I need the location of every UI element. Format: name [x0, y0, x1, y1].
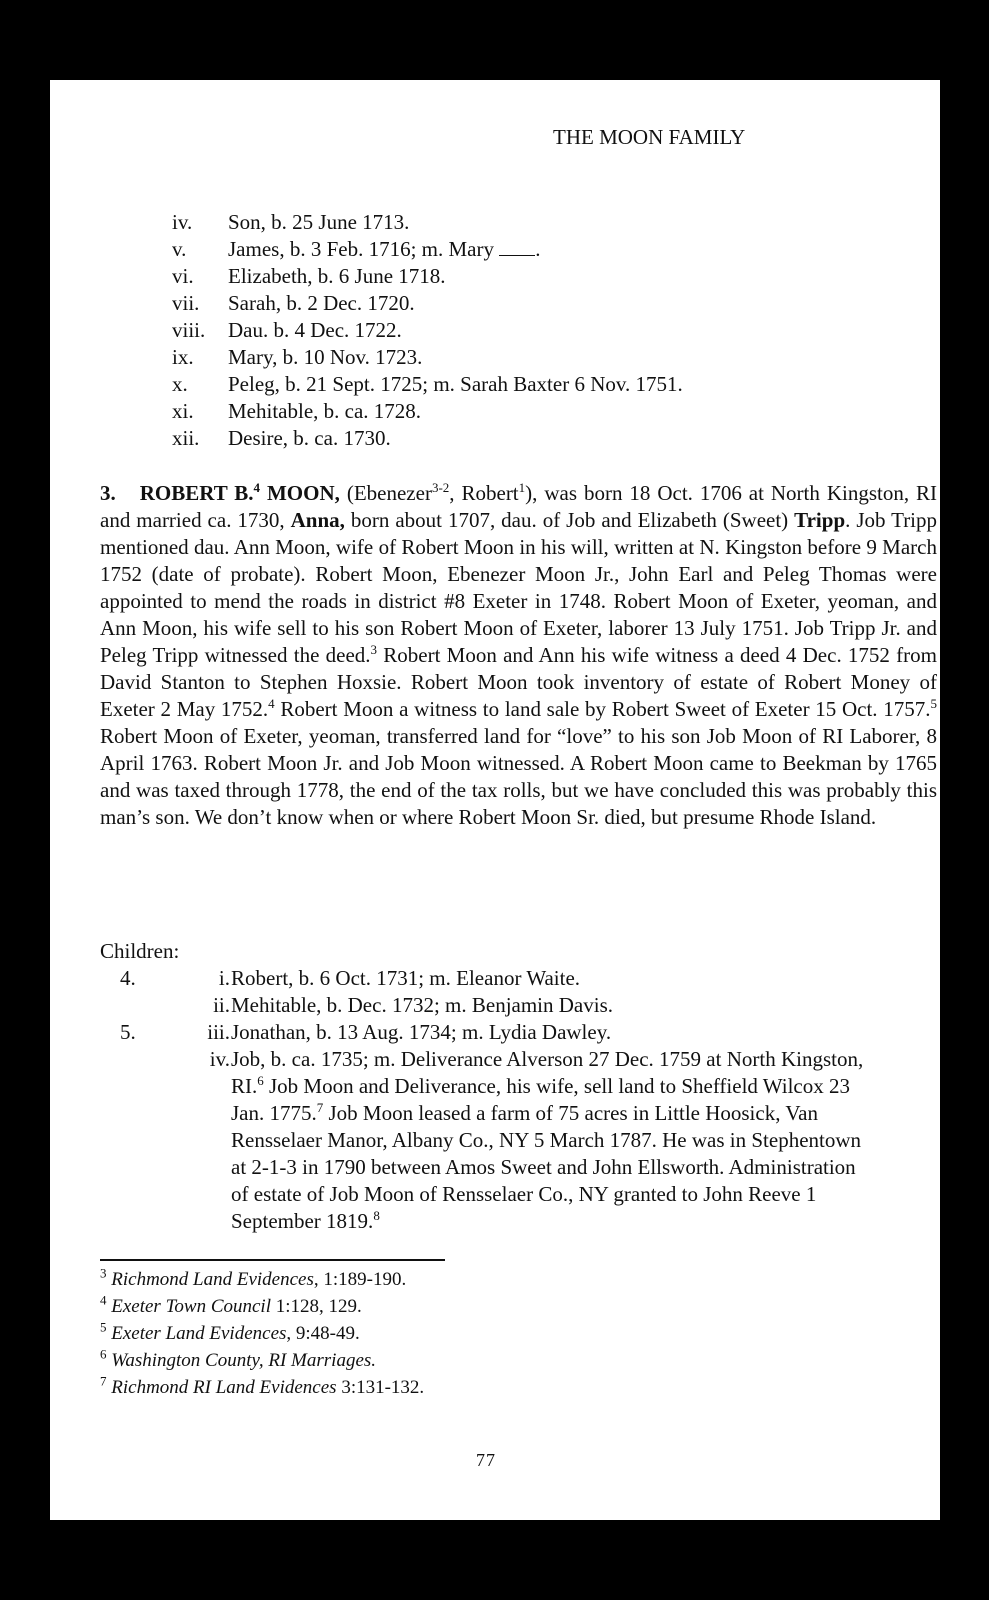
- list-item: viii. Dau. b. 4 Dec. 1722.: [172, 318, 402, 342]
- list-item: v. James, b. 3 Feb. 1716; m. Mary .: [172, 237, 541, 261]
- footnote-divider: [100, 1259, 445, 1261]
- document-page: THE MOON FAMILY iv. Son, b. 25 June 1713. v. James, b. 3 Feb. 1716; m. Mary . vi. Elizabeth, b. 6 June 1718. vii. Sarah, b. 2 Dec. 1720. viii. Dau. b. 4 Dec. 1722. ix. Mary, b. 10 Nov. 1723. x. Peleg, b. 21 Sept. 1725; m. Sarah Baxter 6 Nov. 1751. xi. Mehitable, b. ca. 1728. xii. Desire, b. ca. 1730. 3. ROBERT B.$^4$ MOON, (Ebenezer$^{3-2}$, Robert$^1$), was born 18 Oct. 1706 at North Kingston, RI and married ca. 1730, Anna, born about 1707, dau. of Job and Elizabeth (Sweet) Tripp. Job Tripp mentioned dau. Ann Moon, wife of Robert Moon in his will, written at N. Kingston before 9 March 1752 (date of probate). Robert Moon, Ebenezer Moon Jr., John Earl and Peleg Thomas were appointed to mend the roads in district #8 Exeter in 1748. Robert Moon of Exeter, yeoman, and Ann Moon, his wife sell to his son Robert Moon of Exeter, laborer 13 July 1751. Job Tripp Jr. and Peleg Tripp witnessed the deed.$^3$ Robert Moon and Ann his wife witness a deed 4 Dec. 1752 from David Stanton to Stephen Hoxsie. Robert Moon took inventory of estate of Robert Money of Exeter 2 May 1752.$^4$ Robert Moon a witness to land sale by Robert Sweet of Exeter 15 Oct. 1757.$^5$ Robert Moon of Exeter, yeoman, transferred land for “love” to his son Job Moon of RI Laborer, 8 April 1763. Robert Moon Jr. and Job Moon witnessed. A Robert Moon came to Beekman by 1765 and was taxed through 1778, the end of the tax rolls, but we have concluded this was probably this man’s son. We don’t know when or where Robert Moon Sr. died, but presume Rhode Island. Children: 4. i. Robert, b. 6 Oct. 1731; m. Eleanor Waite. ii. Mehitable, b. Dec. 1732; m. Benjamin Davis. 5. iii. Jonathan, b. 13 Aug. 1734; m. Lydia Dawley. iv. Job, b. ca. 1735; m. Deliverance Alverson 27 Dec. 1759 at North Kingston, RI.$^6$ Job Moon and Deliverance, his wife, sell land to Sheffield Wilcox 23 Jan. 1775.$^7$ Job Moon leased a farm of 75 acres in Little Hoosick, Van Rensselaer Manor, Albany Co., NY 5 March 1787. He was in Stephentown at 2-1-3 in 1790 between Amos Sweet and John Ellsworth. Administration of estate of Job Moon of Rensselaer Co., NY granted to John Reeve 1 September 1819.$^8$ $^3$ Richmond Land Evidences, 1:189-190. $^4$ Exeter Town Council 1:128, 129. $^5$ Exeter Land Evidences, 9:48-49. $^6$ Washington County, RI Marriages. $^7$ Richmond RI Land Evidences 3:131-132. 77: [50, 80, 940, 1520]
- footnote-ref: 8: [373, 1208, 380, 1223]
- list-item: x. Peleg, b. 21 Sept. 1725; m. Sarah Baxter 6 Nov. 1751.: [172, 372, 683, 396]
- footnote-ref: 6: [257, 1073, 264, 1088]
- list-item: xi. Mehitable, b. ca. 1728.: [172, 399, 422, 423]
- running-header: THE MOON FAMILY: [553, 125, 746, 149]
- list-item: vii. Sarah, b. 2 Dec. 1720.: [172, 291, 415, 315]
- footnote-ref: 3: [370, 642, 378, 657]
- footnote: $^5$ Exeter Land Evidences, 9:48-49.: [100, 1319, 360, 1344]
- spouse-name: Anna,: [290, 508, 345, 532]
- footnote: $^3$ Richmond Land Evidences, 1:189-190.: [100, 1265, 407, 1290]
- continued-children-list: [172, 209, 872, 452]
- entry-name: ROBERT B.$^4$ MOON,: [139, 480, 340, 505]
- blank-line: [499, 237, 535, 256]
- spouse-surname: Tripp: [794, 508, 846, 532]
- entry-paragraph: 3. ROBERT B.$^4$ MOON, (Ebenezer$^{3-2}$, Robert$^1$), was born 18 Oct. 1706 at North Kingston, RI and married ca. 1730, Anna, born about 1707, dau. of Job and Elizabeth (Sweet) Tripp. Job Tripp mentioned dau. Ann Moon, wife of Robert Moon in his will, written at N. Kingston before 9 March 1752 (date of probate). Robert Moon, Ebenezer Moon Jr., John Earl and Peleg Thomas were appointed to mend the roads in district #8 Exeter in 1748. Robert Moon of Exeter, yeoman, and Ann Moon, his wife sell to his son Robert Moon of Exeter, laborer 13 July 1751. Job Tripp Jr. and Peleg Tripp witnessed the deed.$^3$ Robert Moon and Ann his wife witness a deed 4 Dec. 1752 from David Stanton to Stephen Hoxsie. Robert Moon took inventory of estate of Robert Money of Exeter 2 May 1752.$^4$ Robert Moon a witness to land sale by Robert Sweet of Exeter 15 Oct. 1757.$^5$ Robert Moon of Exeter, yeoman, transferred land for “love” to his son Job Moon of RI Laborer, 8 April 1763. Robert Moon Jr. and Job Moon witnessed. A Robert Moon came to Beekman by 1765 and was taxed through 1778, the end of the tax rolls, but we have concluded this was probably this man’s son. We don’t know when or where Robert Moon Sr. died, but presume Rhode Island.: [100, 480, 938, 829]
- footnote: $^7$ Richmond RI Land Evidences 3:131-132.: [100, 1373, 425, 1398]
- list-item: ix. Mary, b. 10 Nov. 1723.: [172, 345, 423, 369]
- list-item: xii. Desire, b. ca. 1730.: [172, 426, 391, 450]
- footnote-ref: 7: [316, 1100, 324, 1115]
- list-item: vi. Elizabeth, b. 6 June 1718.: [172, 264, 446, 288]
- footnote: $^6$ Washington County, RI Marriages.: [100, 1346, 377, 1371]
- page-number: 77: [476, 1450, 496, 1470]
- footnote-ref: 4: [268, 696, 275, 711]
- footnote: $^4$ Exeter Town Council 1:128, 129.: [100, 1292, 362, 1317]
- entry-number: 3.: [100, 481, 116, 505]
- footnote-ref: 5: [930, 696, 938, 711]
- children-label: Children:: [100, 939, 180, 963]
- list-item: iv. Son, b. 25 June 1713.: [172, 210, 410, 234]
